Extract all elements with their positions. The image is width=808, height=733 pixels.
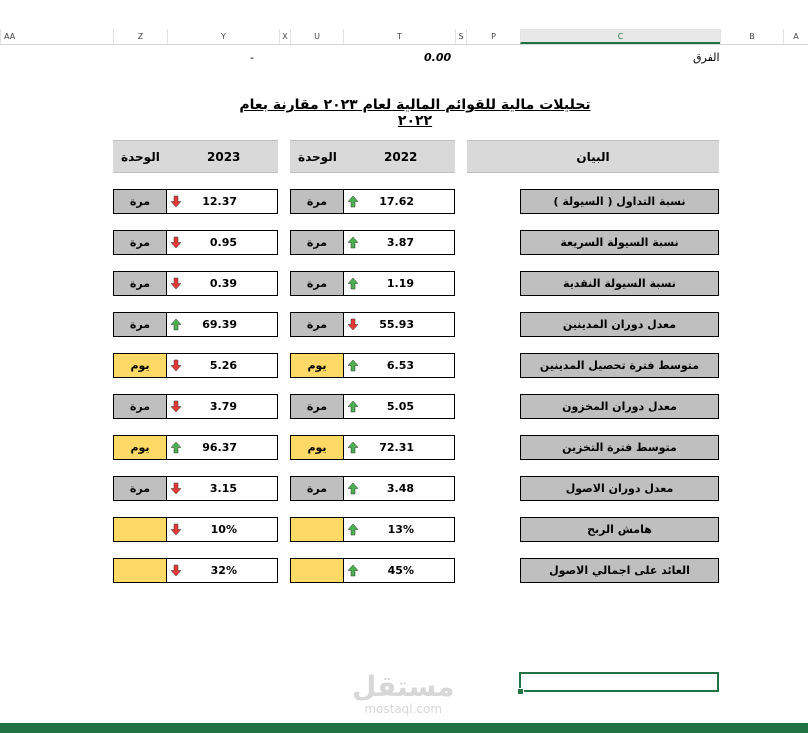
- ratio-label[interactable]: العائد على اجمالي الاصول: [520, 558, 719, 583]
- arrow-up-icon: [347, 195, 359, 208]
- unit-cell: يوم: [291, 354, 344, 377]
- ratio-value: 45%: [387, 564, 414, 577]
- header-year-2022: 2022: [384, 150, 418, 164]
- unit-cell: مرة: [114, 395, 167, 418]
- unit-cell: مرة: [291, 477, 344, 500]
- column-header-aa[interactable]: AA: [0, 29, 113, 44]
- arrow-up-icon: [170, 441, 182, 454]
- unit-cell: مرة: [291, 395, 344, 418]
- arrow-up-icon: [347, 482, 359, 495]
- arrow-up-icon: [347, 236, 359, 249]
- unit-cell: مرة: [114, 477, 167, 500]
- selected-cell[interactable]: [519, 672, 719, 692]
- value-cell-2022[interactable]: [290, 517, 455, 542]
- arrow-up-icon: [347, 400, 359, 413]
- header-unit-2022: الوحدة: [298, 150, 337, 164]
- ratio-label[interactable]: معدل دوران المخزون: [520, 394, 719, 419]
- arrow-up-icon: [347, 441, 359, 454]
- unit-cell: يوم: [114, 354, 167, 377]
- arrow-down-icon: [170, 400, 182, 413]
- value-cell-2022[interactable]: [290, 230, 455, 255]
- value-cell-2023[interactable]: [113, 394, 278, 419]
- arrow-up-icon: [347, 277, 359, 290]
- arrow-up-icon: [347, 523, 359, 536]
- unit-cell: [114, 559, 167, 582]
- difference-value-y: -: [250, 51, 254, 64]
- value-cell-2023[interactable]: [113, 353, 278, 378]
- value-cell-2022[interactable]: [290, 189, 455, 214]
- ratio-label[interactable]: نسبة السيولة السريعة: [520, 230, 719, 255]
- column-header-y[interactable]: Y: [167, 29, 279, 44]
- arrow-down-icon: [170, 564, 182, 577]
- header-unit-2023: الوحدة: [121, 150, 160, 164]
- ratio-label[interactable]: معدل دوران الاصول: [520, 476, 719, 501]
- unit-cell: مرة: [291, 272, 344, 295]
- value-cell-2023[interactable]: [113, 558, 278, 583]
- page-title: تحليلات مالية للقوائم المالية لعام ٢٠٢٣ مقارنة بعام ٢٠٢٢: [239, 97, 591, 129]
- watermark-latin: mostaql.com: [364, 702, 443, 716]
- ratio-value: 3.79: [209, 400, 237, 413]
- ratio-value: 12.37: [202, 195, 237, 208]
- unit-cell: مرة: [291, 231, 344, 254]
- ratio-value: 69.39: [202, 318, 237, 331]
- ratio-value: 0.95: [209, 236, 237, 249]
- ratio-value: 10%: [210, 523, 237, 536]
- value-cell-2022[interactable]: [290, 435, 455, 460]
- ratio-value: 0.39: [209, 277, 237, 290]
- ratio-value: 6.53: [386, 359, 414, 372]
- ratio-value: 1.19: [386, 277, 414, 290]
- unit-cell: مرة: [114, 313, 167, 336]
- unit-cell: مرة: [114, 231, 167, 254]
- ratio-value: 96.37: [202, 441, 237, 454]
- fill-handle[interactable]: [517, 688, 524, 695]
- ratio-value: 3.87: [386, 236, 414, 249]
- unit-cell: يوم: [114, 436, 167, 459]
- unit-cell: يوم: [291, 436, 344, 459]
- value-cell-2023[interactable]: [113, 189, 278, 214]
- column-header-b[interactable]: B: [720, 29, 783, 44]
- value-cell-2023[interactable]: [113, 476, 278, 501]
- column-header-t[interactable]: T: [343, 29, 455, 44]
- ratio-value: 3.15: [209, 482, 237, 495]
- unit-cell: [291, 518, 344, 541]
- arrow-up-icon: [347, 359, 359, 372]
- ratio-value: 55.93: [379, 318, 414, 331]
- arrow-down-icon: [170, 523, 182, 536]
- value-cell-2022[interactable]: [290, 394, 455, 419]
- ratio-value: 13%: [387, 523, 414, 536]
- unit-cell: [291, 559, 344, 582]
- header-item: [467, 140, 719, 173]
- header-item-label: البيان: [576, 150, 610, 164]
- ratio-value: 5.05: [386, 400, 414, 413]
- column-header-a[interactable]: A: [783, 29, 808, 44]
- column-header-s[interactable]: S: [455, 29, 466, 44]
- column-header-z[interactable]: Z: [113, 29, 167, 44]
- ratio-label[interactable]: نسبة التداول ( السيولة ): [520, 189, 719, 214]
- value-cell-2023[interactable]: [113, 435, 278, 460]
- watermark-arabic: مستقل: [352, 670, 455, 703]
- arrow-down-icon: [170, 277, 182, 290]
- status-bar: [0, 723, 808, 733]
- arrow-down-icon: [347, 318, 359, 331]
- header-2023: [113, 140, 278, 173]
- difference-label: الفرق: [693, 51, 720, 64]
- column-header-p[interactable]: P: [466, 29, 520, 44]
- unit-cell: مرة: [291, 313, 344, 336]
- column-header-c[interactable]: C: [520, 29, 720, 44]
- unit-cell: مرة: [291, 190, 344, 213]
- value-cell-2023[interactable]: [113, 271, 278, 296]
- column-header-u[interactable]: U: [290, 29, 343, 44]
- value-cell-2023[interactable]: [113, 230, 278, 255]
- value-cell-2023[interactable]: [113, 517, 278, 542]
- value-cell-2022[interactable]: [290, 558, 455, 583]
- arrow-down-icon: [170, 236, 182, 249]
- arrow-up-icon: [170, 318, 182, 331]
- column-header-x[interactable]: X: [279, 29, 290, 44]
- arrow-down-icon: [170, 359, 182, 372]
- difference-value-t: 0.00: [424, 51, 452, 64]
- ratio-value: 5.26: [209, 359, 237, 372]
- ratio-value: 32%: [210, 564, 237, 577]
- header-year-2023: 2023: [207, 150, 241, 164]
- ratio-label[interactable]: متوسط فترة تحصيل المدينين: [520, 353, 719, 378]
- ratio-label[interactable]: متوسط فترة التخزين: [520, 435, 719, 460]
- watermark: [352, 672, 454, 716]
- value-cell-2022[interactable]: [290, 353, 455, 378]
- ratio-label[interactable]: نسبة السيولة النقدية: [520, 271, 719, 296]
- ratio-value: 72.31: [379, 441, 414, 454]
- value-cell-2022[interactable]: [290, 271, 455, 296]
- arrow-down-icon: [170, 482, 182, 495]
- arrow-up-icon: [347, 564, 359, 577]
- arrow-down-icon: [170, 195, 182, 208]
- ratio-label[interactable]: هامش الربح: [520, 517, 719, 542]
- ratio-value: 17.62: [379, 195, 414, 208]
- ratio-label[interactable]: معدل دوران المدينين: [520, 312, 719, 337]
- unit-cell: مرة: [114, 272, 167, 295]
- value-cell-2023[interactable]: [113, 312, 278, 337]
- ratio-value: 3.48: [386, 482, 414, 495]
- value-cell-2022[interactable]: [290, 476, 455, 501]
- value-cell-2022[interactable]: [290, 312, 455, 337]
- unit-cell: [114, 518, 167, 541]
- unit-cell: مرة: [114, 190, 167, 213]
- header-2022: [290, 140, 455, 173]
- column-header-bar: [0, 29, 808, 45]
